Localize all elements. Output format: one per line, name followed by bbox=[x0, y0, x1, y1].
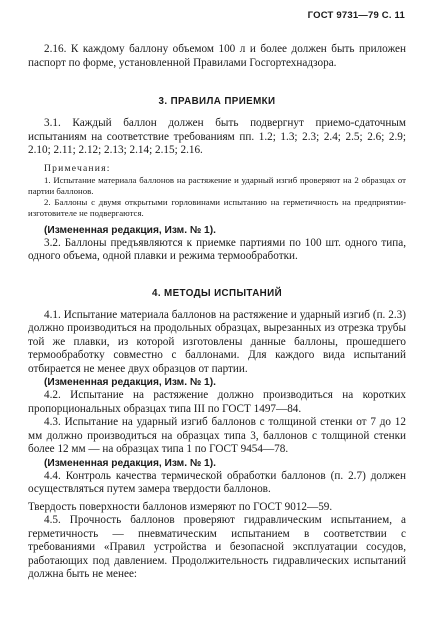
amendment-note-2: (Измененная редакция, Изм. № 1). bbox=[44, 377, 216, 388]
note-1: 1. Испытание материала баллонов на растяжение и ударный изгиб проверяют на 2 образцах от партии баллонов. bbox=[28, 174, 406, 196]
amendment-note-3: (Измененная редакция, Изм. № 1). bbox=[44, 457, 216, 469]
paragraph-4-4-hardness: Твердость поверхности баллонов измеряют по ГОСТ 9012—59. bbox=[28, 500, 333, 513]
paragraph-4-5: 4.5. Прочность баллонов проверяют гидравлическим испытанием, а герметичность — пневматическим испытанием в соответствии с требованиями «Правил устройства и безопасной эксплуатации сосудов, работающих под давлением. Продолжительность гидравлических испытаний должна быть не менее: bbox=[28, 514, 406, 580]
paragraph-3-2: 3.2. Баллоны предъявляются к приемке партиями по 100 шт. одного типа, одного объема, одной плавки и режима термообработки. bbox=[28, 236, 406, 262]
running-header: ГОСТ 9731—79 С. 11 bbox=[307, 10, 405, 21]
notes-heading: Примечания: bbox=[44, 162, 111, 174]
page-content bbox=[28, 43, 406, 582]
note-2: 2. Баллоны с двумя открытыми горловинами испытанию на герметичность на предприятии-изготовителе не подвергаются. bbox=[28, 196, 406, 218]
paragraph-2-16: 2.16. К каждому баллону объемом 100 л и более должен быть приложен паспорт по форме, установленной Правилами Госгортехнадзора. bbox=[28, 43, 406, 69]
amendment-note-1: (Измененная редакция, Изм. № 1). bbox=[44, 224, 216, 236]
paragraph-4-3: 4.3. Испытание на ударный изгиб баллонов с толщиной стенки от 7 до 12 мм должно производиться на образцах типа 3, баллонов с толщиной стенки более 12 мм — на образцах типа 1 по ГОСТ 9454—78. bbox=[28, 416, 406, 455]
paragraph-4-2: 4.2. Испытание на растяжение должно производиться на коротких пропорциональных образцах типа III по ГОСТ 1497—84. bbox=[28, 389, 406, 415]
paragraph-4-4: 4.4. Контроль качества термической обработки баллонов (п. 2.7) должен осуществляться путем замера твердости баллонов. bbox=[28, 469, 406, 495]
section-3-heading: 3. ПРАВИЛА ПРИЕМКИ bbox=[158, 96, 276, 107]
paragraph-3-1: 3.1. Каждый баллон должен быть подвергнут приемо-сдаточным испытаниям на соответствие требованиям пп. 1.2; 1.3; 2.3; 2.4; 2.5; 2.6; 2.9; 2.10; 2.11; 2.12; 2.13; 2.14; 2.15; 2.16. bbox=[28, 117, 406, 156]
paragraph-4-1: 4.1. Испытание материала баллонов на растяжение и ударный изгиб (п. 2.3) должно производиться на продольных образцах, вырезанных из отрезка трубы той же плавки, из которой изготовлены данные баллоны, прошедшего термообработку совместно с баллонами. Для каждого вида испытаний отбирается не менее двух образцов от партии. bbox=[28, 308, 406, 375]
section-4-heading: 4. МЕТОДЫ ИСПЫТАНИЙ bbox=[151, 287, 283, 299]
